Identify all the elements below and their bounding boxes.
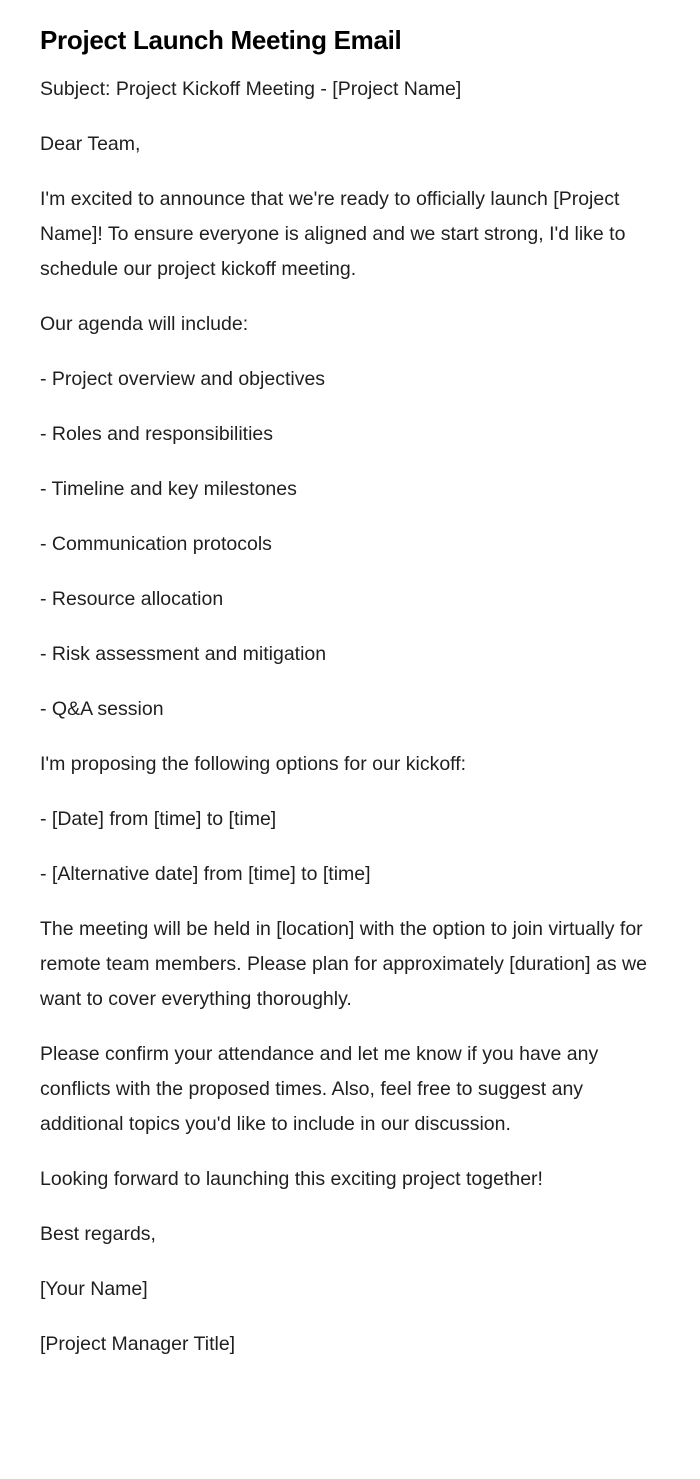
- email-greeting: Dear Team,: [40, 133, 141, 155]
- agenda-item: - Risk assessment and mitigation: [40, 643, 327, 665]
- agenda-item: - Q&A session: [40, 698, 164, 720]
- agenda-intro: Our agenda will include:: [40, 313, 249, 335]
- agenda-item: - Roles and responsibilities: [40, 423, 274, 445]
- agenda-item: - Timeline and key milestones: [40, 478, 297, 500]
- options-intro: I'm proposing the following options for our kickoff:: [40, 753, 467, 775]
- page-title: Project Launch Meeting Email: [40, 25, 402, 55]
- sender-name: [Your Name]: [40, 1278, 148, 1300]
- sender-title: [Project Manager Title]: [40, 1333, 236, 1355]
- option-item: - [Date] from [time] to [time]: [40, 808, 277, 830]
- location-paragraph: The meeting will be held in [location] with the option to join virtually for remote team members. Please plan for approximately [duration] as we want to cover everything thoroughly.: [40, 918, 647, 1010]
- agenda-item: - Project overview and objectives: [40, 368, 326, 390]
- agenda-item: - Communication protocols: [40, 533, 272, 555]
- email-intro: I'm excited to announce that we're ready to officially launch [Project Name]! To ensure everyone is aligned and we start strong, I'd like to schedule our project kickoff meeting.: [40, 188, 626, 280]
- sign-off: Best regards,: [40, 1223, 156, 1245]
- option-item: - [Alternative date] from [time] to [time]: [40, 863, 371, 885]
- agenda-item: - Resource allocation: [40, 588, 224, 610]
- confirm-paragraph: Please confirm your attendance and let me know if you have any conflicts with the proposed times. Also, feel free to suggest any additional topics you'd like to include in our discussion.: [40, 1043, 599, 1135]
- closing-line: Looking forward to launching this exciting project together!: [40, 1168, 543, 1190]
- email-subject: Subject: Project Kickoff Meeting - [Project Name]: [40, 78, 462, 100]
